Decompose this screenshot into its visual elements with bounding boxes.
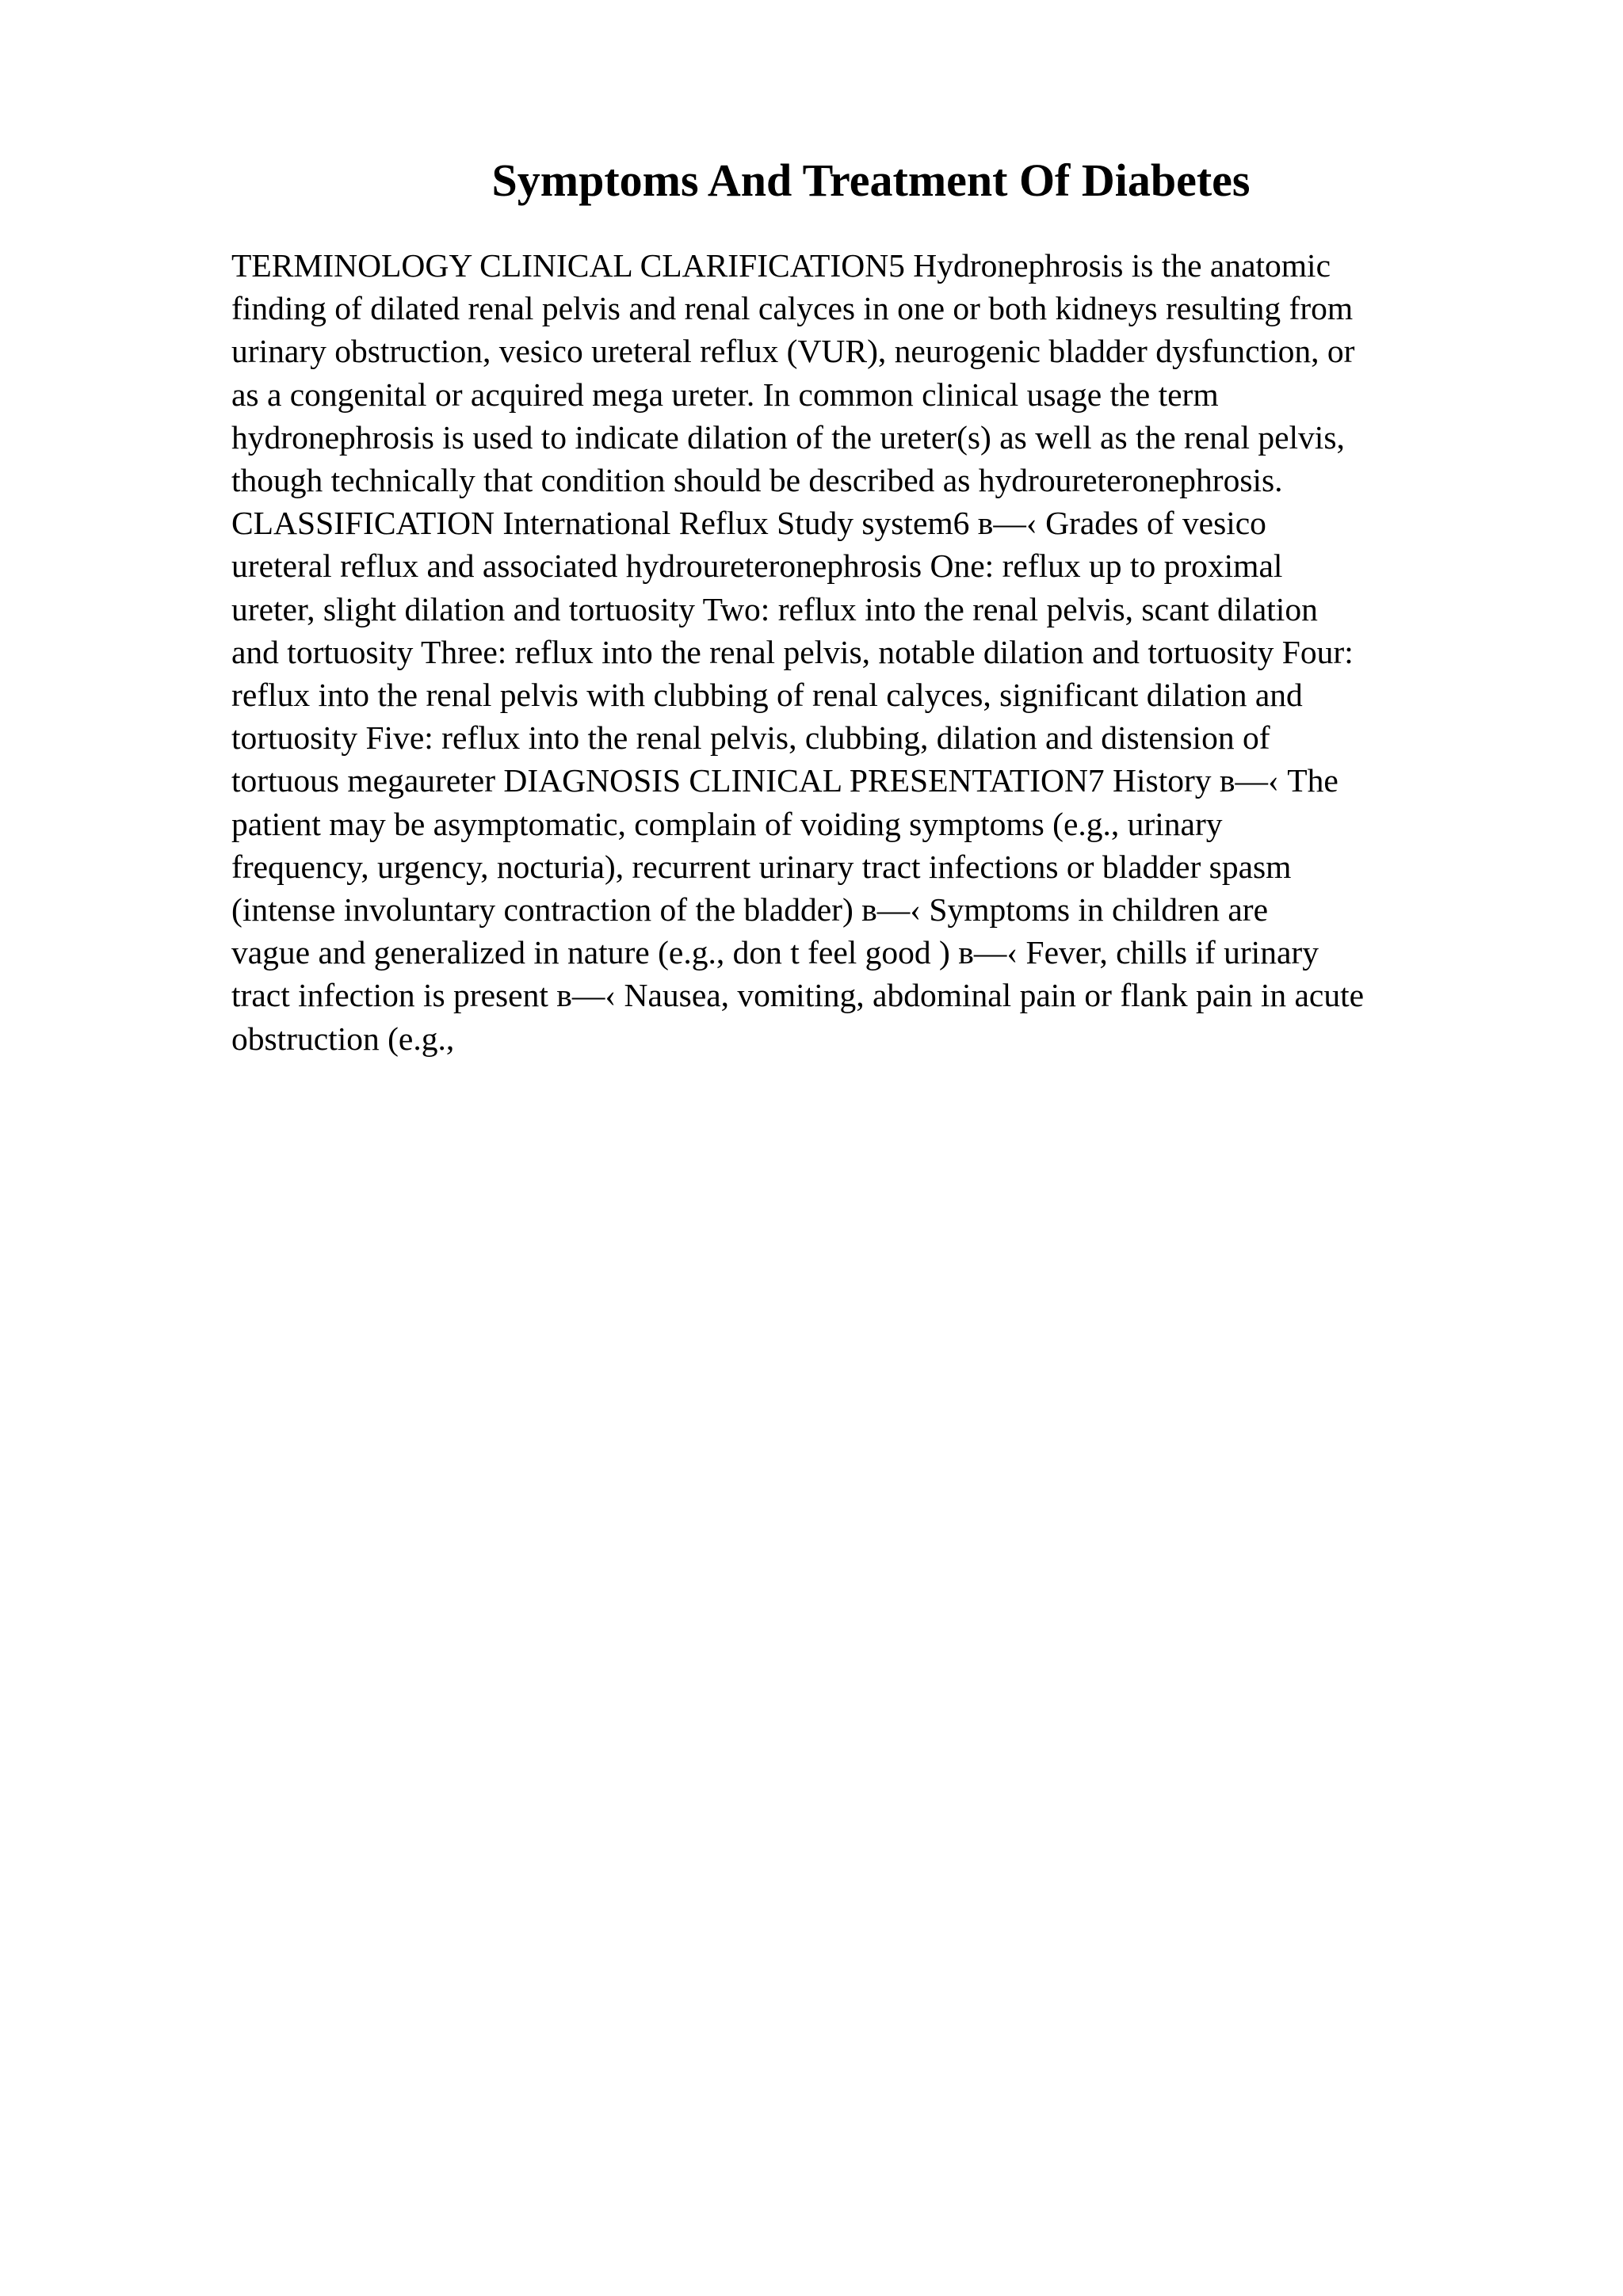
text-line: CLASSIFICATION International Reflux Study system6 в—‹ Grades of vesico [231,505,1266,542]
text-line: frequency, urgency, nocturia), recurrent urinary tract infections or bladder spasm [231,848,1292,885]
text-line: urinary obstruction, vesico ureteral reflux (VUR), neurogenic bladder dysfunction, or [231,333,1355,370]
text-line: tortuous megaureter DIAGNOSIS CLINICAL PRESENTATION7 History в—‹ The [231,762,1338,799]
text-line: obstruction (e.g., [231,1020,455,1057]
text-line: and tortuosity Three: reflux into the renal pelvis, notable dilation and tortuosity Four: [231,633,1354,670]
text-line: (intense involuntary contraction of the bladder) в—‹ Symptoms in children are [231,891,1269,929]
text-line: tortuosity Five: reflux into the renal pelvis, clubbing, dilation and distension of [231,719,1270,757]
text-line: finding of dilated renal pelvis and renal calyces in one or both kidneys resulting from [231,290,1354,327]
text-line: vague and generalized in nature (e.g., don t feel good ) в—‹ Fever, chills if urinary [231,934,1319,971]
text-line: as a congenital or acquired mega ureter. In common clinical usage the term [231,376,1219,413]
text-line: tract infection is present в—‹ Nausea, vomiting, abdominal pain or flank pain in acute [231,977,1365,1014]
text-line: ureteral reflux and associated hydroureteronephrosis One: reflux up to proximal [231,547,1283,585]
text-line: TERMINOLOGY CLINICAL CLARIFICATION5 Hydronephrosis is the anatomic [231,247,1331,284]
text-line: patient may be asymptomatic, complain of voiding symptoms (e.g., urinary [231,805,1223,842]
body-paragraph [231,244,1507,1060]
text-line: though technically that condition should be described as hydroureteronephrosis. [231,462,1283,499]
text-line: ureter, slight dilation and tortuosity Two: reflux into the renal pelvis, scant dilation [231,590,1318,627]
text-line: hydronephrosis is used to indicate dilation of the ureter(s) as well as the renal pelvis, [231,418,1345,456]
page-title: Symptoms And Treatment Of Diabetes [491,154,1251,206]
text-line: reflux into the renal pelvis with clubbing of renal calyces, significant dilation and [231,677,1303,714]
